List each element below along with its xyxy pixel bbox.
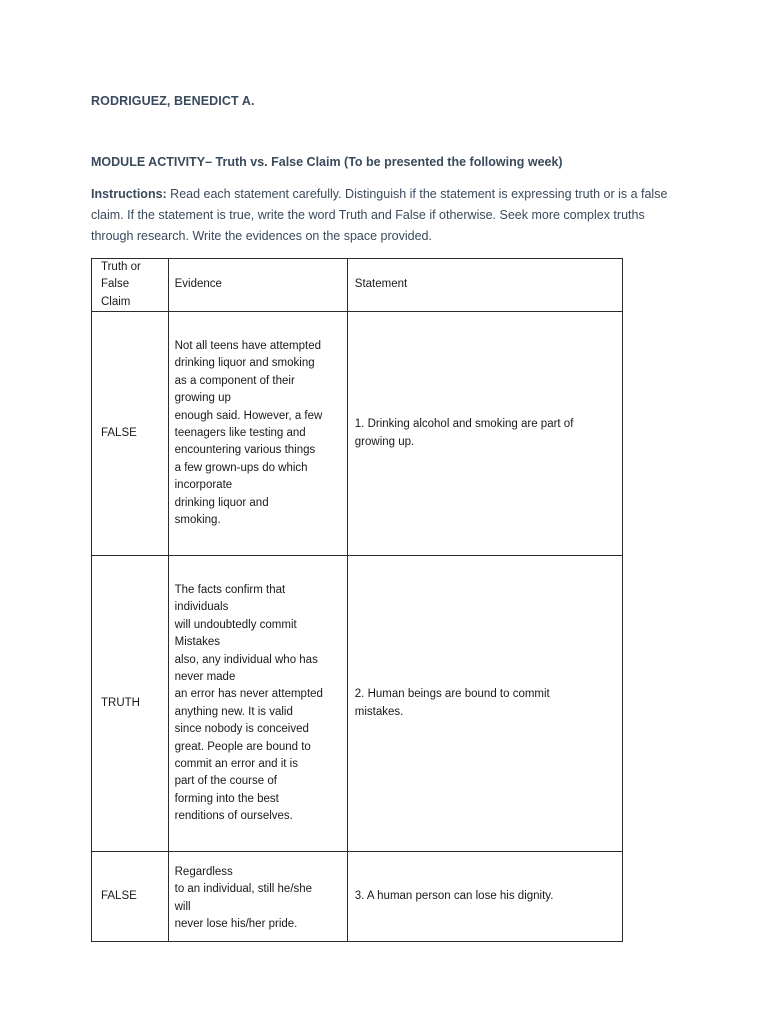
header-truth-or-false-claim: Truth or False Claim	[92, 259, 169, 312]
student-name: RODRIGUEZ, BENEDICT A.	[91, 94, 255, 108]
module-title: MODULE ACTIVITY– Truth vs. False Claim (To be presented the following week)	[91, 155, 563, 169]
claim-cell: FALSE	[92, 312, 169, 556]
statement-cell: 1. Drinking alcohol and smoking are part of growing up.	[347, 312, 622, 556]
claims-table	[91, 258, 623, 942]
statement-cell: 3. A human person can lose his dignity.	[347, 852, 622, 942]
claim-cell: TRUTH	[92, 556, 169, 852]
instructions-text: Read each statement carefully. Distinguish if the statement is expressing truth or is a false claim. If the statement is true, write the word Truth and False if otherwise. Seek more complex truths through research. Write the evidences on the space provided.	[91, 187, 668, 243]
table-row	[92, 312, 623, 556]
header-evidence: Evidence	[168, 259, 347, 312]
header-statement: Statement	[347, 259, 622, 312]
table-row	[92, 556, 623, 852]
evidence-cell: The facts confirm that individuals will undoubtedly commit Mistakes also, any individual who has never made an error has never attempted anything new. It is valid since nobody is conceived great. People are bound to commit an error and it is part of the course of forming into the best renditions of ourselves.	[168, 556, 347, 852]
instructions-paragraph	[91, 184, 681, 247]
claim-cell: FALSE	[92, 852, 169, 942]
statement-cell: 2. Human beings are bound to commit mistakes.	[347, 556, 622, 852]
evidence-cell: Regardless to an individual, still he/she will never lose his/her pride.	[168, 852, 347, 942]
table-row	[92, 852, 623, 942]
instructions-label: Instructions:	[91, 187, 167, 201]
table-header-row	[92, 259, 623, 312]
evidence-cell: Not all teens have attempted drinking liquor and smoking as a component of their growing up enough said. However, a few teenagers like testing and encountering various things a few grown-ups do which incorporate drinking liquor and smoking.	[168, 312, 347, 556]
